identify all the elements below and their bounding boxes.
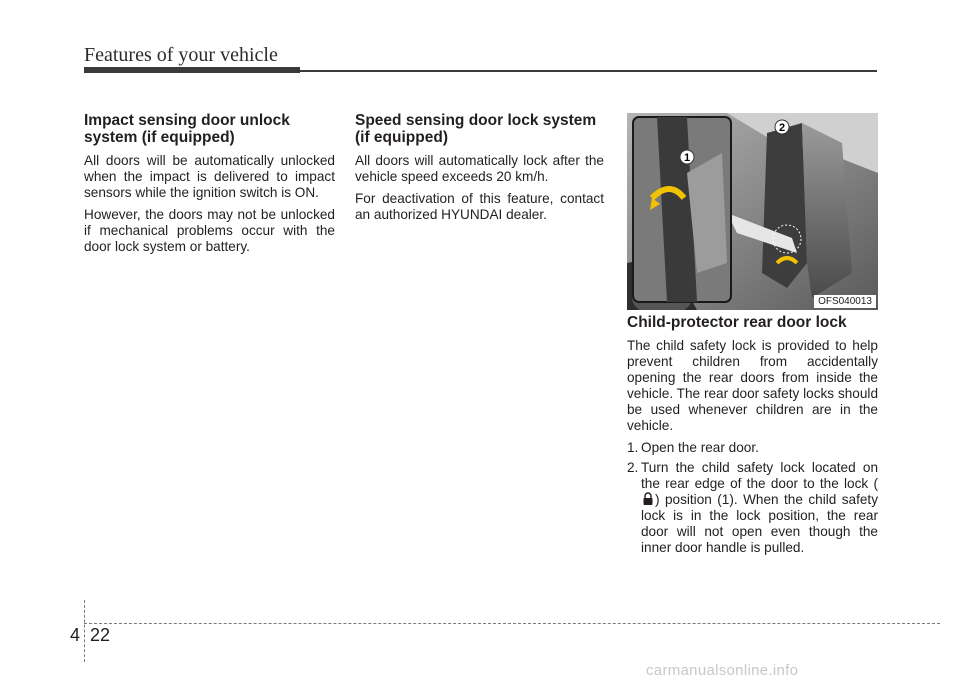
- step-text-post: ) position (1). When the child safety lock is in the lock position, the rear door will not open even though the inner door handle is pulled.: [641, 492, 878, 555]
- section-title: Features of your vehicle: [84, 44, 278, 66]
- callout-2-label: 2: [778, 122, 786, 134]
- paragraph: However, the doors may not be unlocked if mechanical problems occur with the door lock system or battery.: [84, 207, 335, 254]
- steps-list: [627, 440, 878, 556]
- car-door-drawing: [627, 113, 878, 310]
- paragraph: All doors will be automatically unlocked when the impact is delivered to impact sensors while the ignition switch is ON.: [84, 153, 335, 200]
- paragraph: All doors will automatically lock after the vehicle speed exceeds 20 km/h.: [355, 153, 604, 184]
- paragraph: For deactivation of this feature, contact an authorized HYUNDAI dealer.: [355, 191, 604, 222]
- footer-rule: [84, 623, 940, 624]
- lock-icon: [641, 492, 655, 506]
- watermark: carmanualsonline.info: [646, 662, 799, 679]
- list-item: [627, 460, 878, 556]
- list-item: [627, 440, 878, 456]
- paragraph: The child safety lock is provided to help prevent children from accidentally opening the rear doors from inside the vehicle. The rear door safety locks should be used whenever children are in the vehicle.: [627, 338, 878, 433]
- figure-code: OFS040013: [814, 295, 876, 308]
- column-child-lock: [627, 314, 878, 560]
- callout-1-label: 1: [683, 152, 691, 164]
- heading-impact-unlock: Impact sensing door unlock system (if equipped): [84, 112, 290, 146]
- step-number: 1.: [627, 440, 639, 455]
- door-lock-illustration: [627, 113, 878, 310]
- footer-divider: [84, 600, 85, 662]
- callout-1-badge: [679, 149, 695, 165]
- step-text: Open the rear door.: [641, 440, 759, 455]
- header-rule: [300, 70, 877, 72]
- chapter-number: 4: [70, 625, 81, 645]
- page-number: 22: [90, 625, 111, 645]
- column-speed-lock: [355, 112, 604, 229]
- heading-speed-lock: Speed sensing door lock system (if equipped): [355, 112, 597, 146]
- callout-2-badge: [774, 119, 790, 135]
- step-number: 2.: [627, 460, 639, 475]
- heading-child-lock: Child-protector rear door lock: [627, 314, 847, 331]
- column-impact-unlock: [84, 112, 335, 261]
- header-bar: [84, 67, 300, 73]
- step-text-pre: Turn the child safety lock located on the rear edge of the door to the lock (: [641, 460, 878, 491]
